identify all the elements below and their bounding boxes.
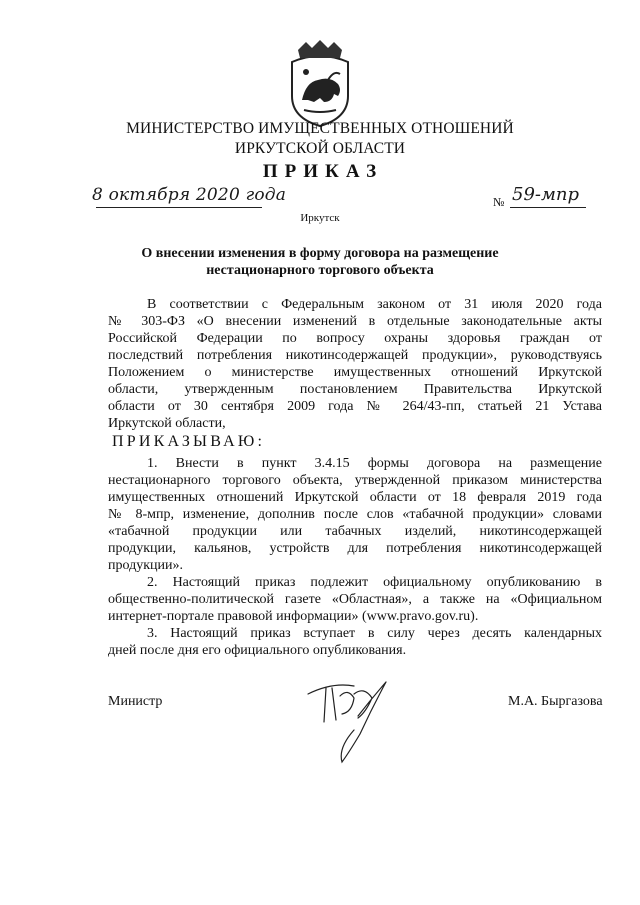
handwritten-signature-icon bbox=[302, 668, 402, 764]
body-line: Положением о министерстве имущественных отношений Иркутской bbox=[108, 365, 602, 380]
body-line: области от 30 сентября 2009 года № 264/43-пп, статьей 21 Устава bbox=[108, 399, 602, 414]
signatory-name: М.А. Быргазова bbox=[508, 694, 603, 709]
signatory-position: Министр bbox=[108, 694, 163, 709]
body-line: № 303-ФЗ «О внесении изменений в отдельные законодательные акты bbox=[108, 314, 602, 329]
body-line: нестационарного торгового объекта, утвержденной приказом министерства bbox=[108, 473, 602, 488]
body-line: «табачной продукции или табачных изделий, никотинсодержащей bbox=[108, 524, 602, 539]
body-line: 3. Настоящий приказ вступает в силу через десять календарных bbox=[147, 626, 602, 641]
body-line: В соответствии с Федеральным законом от 31 июля 2020 года bbox=[147, 297, 602, 312]
body-line: Иркутской области, bbox=[108, 416, 226, 431]
city-name: Иркутск bbox=[300, 212, 340, 224]
ministry-name-line1: МИНИСТЕРСТВО ИМУЩЕСТВЕННЫХ ОТНОШЕНИЙ bbox=[126, 120, 514, 137]
body-line: общественно-политической газете «Областная», а также на «Официальном bbox=[108, 592, 602, 607]
body-line: продукции, кальянов, устройств для потребления никотинсодержащей bbox=[108, 541, 602, 556]
ministry-name-line2: ИРКУТСКОЙ ОБЛАСТИ bbox=[234, 140, 406, 157]
subject-line2: нестационарного торгового объекта bbox=[206, 263, 434, 278]
number-underline bbox=[510, 207, 586, 208]
body-line: имущественных отношений Иркутской области от 18 февраля 2019 года bbox=[108, 490, 602, 505]
body-line: Российской Федерации по вопросу охраны здоровья граждан от bbox=[108, 331, 602, 346]
handwritten-date: 8 октября 2020 года bbox=[92, 185, 287, 205]
body-line: области, утвержденным постановлением Правительства Иркутской bbox=[108, 382, 602, 397]
orders-word: ПРИКАЗЫВАЮ: bbox=[112, 433, 266, 450]
body-line: 1. Внести в пункт 3.4.15 формы договора на размещение bbox=[147, 456, 602, 471]
body-line: 2. Настоящий приказ подлежит официальному опубликованию в bbox=[147, 575, 602, 590]
subject-line1: О внесении изменения в форму договора на размещение bbox=[141, 246, 499, 261]
date-underline bbox=[96, 207, 262, 208]
body-line: интернет-портале правовой информации» (www.pravo.gov.ru). bbox=[108, 609, 479, 624]
document-type-title: ПРИКАЗ bbox=[262, 161, 384, 182]
body-line: последствий потребления никотинсодержащей продукции», руководствуясь bbox=[108, 348, 602, 363]
coat-of-arms-icon bbox=[284, 40, 356, 128]
body-line: продукции». bbox=[108, 558, 183, 573]
body-line: № 8-мпр, изменение, дополнив после слов «табачной продукции» словами bbox=[108, 507, 602, 522]
handwritten-number: 59-мпр bbox=[512, 184, 580, 205]
body-line: дней после дня его официального опубликования. bbox=[108, 643, 407, 658]
number-label: № bbox=[493, 195, 505, 209]
